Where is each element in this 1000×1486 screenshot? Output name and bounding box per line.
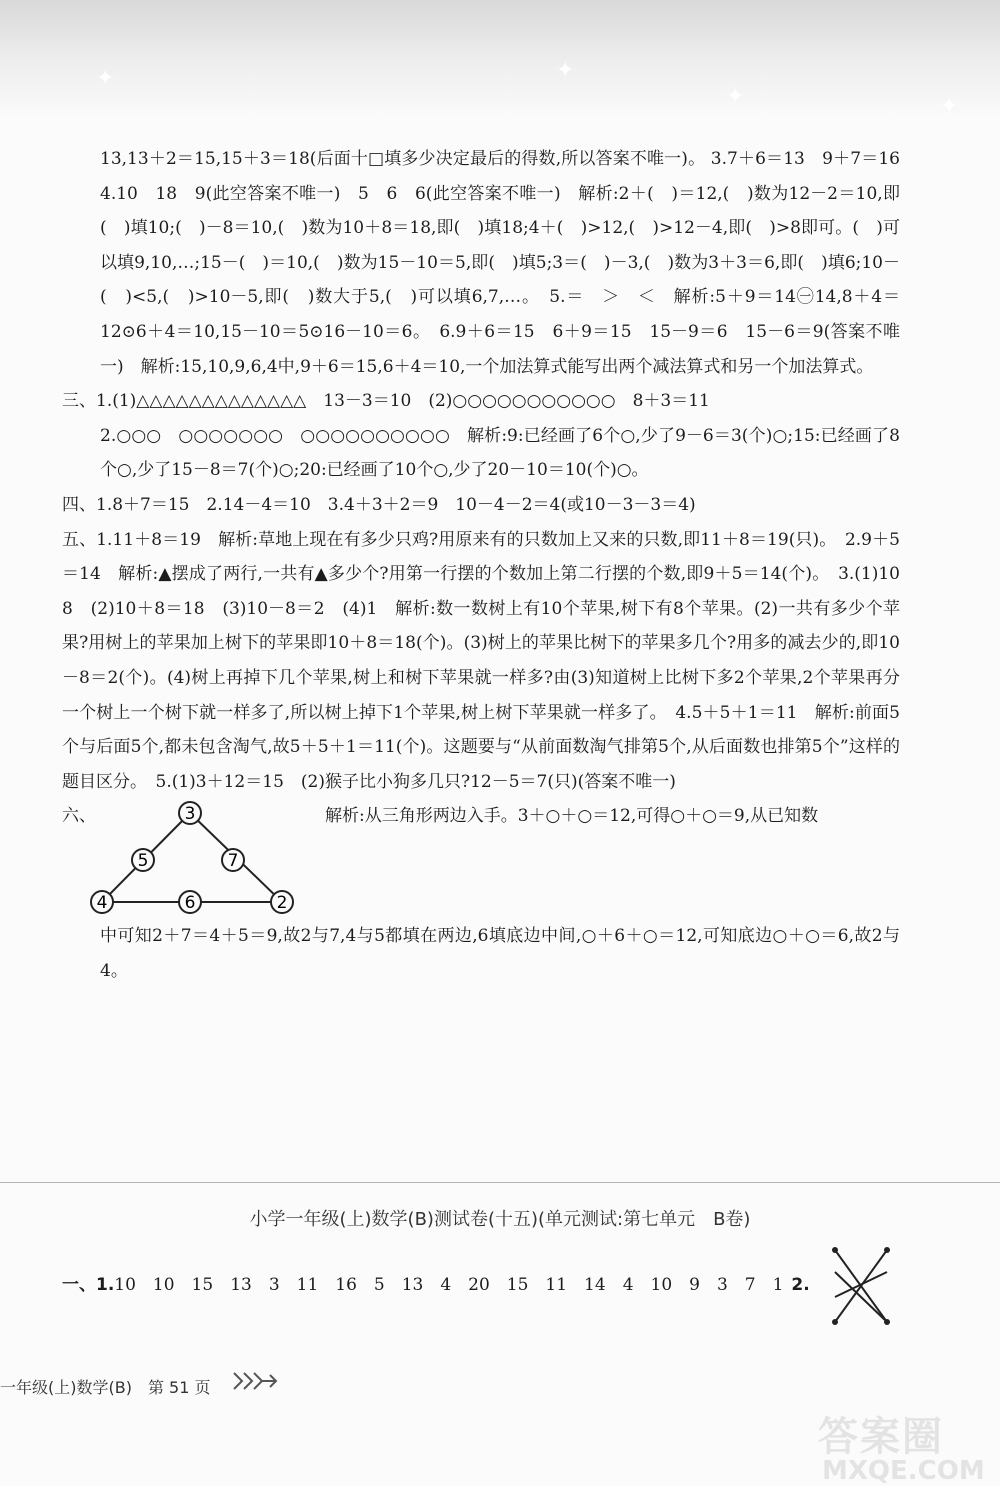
answer-q1-values: 10 10 15 13 3 11 16 5 13 4 20 15 11 14 4 10 9 3 7 1: [114, 1275, 784, 1295]
triangle-num-left-mid: 5: [137, 851, 149, 872]
number-triangle-diagram: [90, 799, 310, 919]
section-3-q2: 2.○○○ ○○○○○○○ ○○○○○○○○○○ 解析:9:已经画了6个○,少了9－6＝3(个)○;15:已经画了8个○,少了15－8＝7(个)○;20:已经画了10个○,少了20－10＝10(个)○。: [100, 425, 900, 481]
answer-row: [62, 1270, 810, 1295]
section-divider: [0, 1182, 1000, 1183]
section-4: 四、1.8＋7＝15 2.14－4＝10 3.4＋3＋2＝9 10－4－2＝4(或10－3－3＝4): [62, 494, 696, 515]
match-dot: [884, 1247, 890, 1253]
match-dot: [832, 1319, 838, 1325]
sparkle-icon: ✦: [556, 58, 575, 83]
match-line: [835, 1272, 887, 1297]
section-5: 五、1.11＋8＝19 解析:草地上现在有多少只鸡?用原来有的只数加上又来的只数,即11＋8＝19(只)。 2.9＋5＝14 解析:▲摆成了两行,一共有▲多少个?用第一行摆的个数加上第二行摆的个数,即9＋5＝14(个)。 3.(1)10 8 (2)10＋8＝18 (3)10－8＝2 (4)1 解析:数一数树上有10个苹果,树下有8个苹果。(2)一共有多少个苹果?用树上的苹果加上树下的苹果即10＋8＝18(个)。(3)树上的苹果比树下的苹果多几个?用多的减去少的,即10－8＝2(个)。(4)树上再掉下几个苹果,树上和树下苹果就一样多?由(3)知道树上比树下多2个苹果,2个苹果再分一个树上一个树下就一样多了,所以树上掉下1个苹果,树上树下苹果就一样多了。 4.5＋5＋1＝11 解析:前面5个与后面5个,都未包含淘气,故5＋5＋1＝11(个)。这题要与“从前面数淘气排第5个,从后面数也排第5个”这样的题目区分。 5.(1)3＋12＝15 (2)猴子比小狗多几只?12－5＝7(只)(答案不唯一): [62, 529, 917, 792]
answer-paragraph-2: 13,13＋2＝15,15＋3＝18(后面十□填多少决定最后的得数,所以答案不唯一)。 3.7＋6＝13 9＋7＝16 4.10 18 9(此空答案不唯一) 5 6 6(此空答案不唯一) 解析:2＋( )＝12,( )数为12－2＝10,即( )填10;( )－8＝10,( )数为10＋8＝18,即( )填18;4＋( )>12,( )>12－4,即( )>8即可。( )可以填9,10,…;15－( )＝10,( )数为15－10＝5,即( )填5;3＝( )－3,( )数为3＋3＝6,即( )填6;10－( )<5,( )>10－5,即( )数大于5,( )可以填6,7,…。 5.＝ ＞ ＜ 解析:5＋9＝14㊀14,8＋4＝12⊙6＋4＝10,15－10＝5⊙16－10＝6。 6.9＋6＝15 6＋9＝15 15－9＝6 15－6＝9(答案不唯一) 解析:15,10,9,6,4中,9＋6＝15,6＋4＝10,一个加法算式能写出两个减法算式和另一个加法算式。: [100, 149, 917, 377]
section-6-analysis-cont: 中可知2＋7＝4＋5＝9,故2与7,4与5都填在两边,6填底边中间,○＋6＋○＝12,可知底边○＋○＝6,故2与4。: [100, 926, 900, 981]
triangle-num-top: 3: [184, 804, 196, 825]
triangle-num-right-mid: 7: [227, 851, 239, 872]
page-header-shadow: [0, 0, 1000, 120]
match-dot: [884, 1319, 890, 1325]
watermark: [818, 1405, 985, 1486]
section-6-analysis: 解析:从三角形两边入手。3＋○＋○＝12,可得○＋○＝9,从已知数: [325, 806, 819, 827]
triangle-num-bottom-mid: 6: [184, 893, 196, 914]
matching-lines-diagram: [825, 1242, 905, 1332]
sparkle-icon: ✦: [726, 84, 745, 109]
sparkle-icon: ✦: [940, 94, 959, 119]
match-line: [835, 1272, 887, 1322]
section-6: [62, 799, 900, 919]
watermark-logo-text: 答案圈: [818, 1414, 944, 1460]
page-footer: 一年级(上)数学(B) 第 51 页: [0, 1378, 211, 1397]
match-dot: [832, 1247, 838, 1253]
answer-q2-label: 2.: [791, 1275, 810, 1295]
answer-q1-label: 一、1.: [62, 1275, 115, 1295]
section-6-label: 六、: [62, 806, 96, 827]
sparkle-icon: ✦: [96, 66, 115, 91]
watermark-url: MXQE.COM: [822, 1456, 985, 1486]
section-3-q1: 三、1.(1)△△△△△△△△△△△△△ 13－3＝10 (2)○○○○○○○○○○○ 8＋3＝11: [62, 391, 710, 412]
answer-text: [62, 142, 917, 988]
chevron-arrows-icon: [232, 1369, 278, 1393]
triangle-num-bottom-left: 4: [96, 893, 108, 914]
test-title: 小学一年级(上)数学(B)测试卷(十五)(单元测试:第七单元 B卷): [249, 1209, 751, 1230]
triangle-num-bottom-right: 2: [276, 893, 288, 914]
